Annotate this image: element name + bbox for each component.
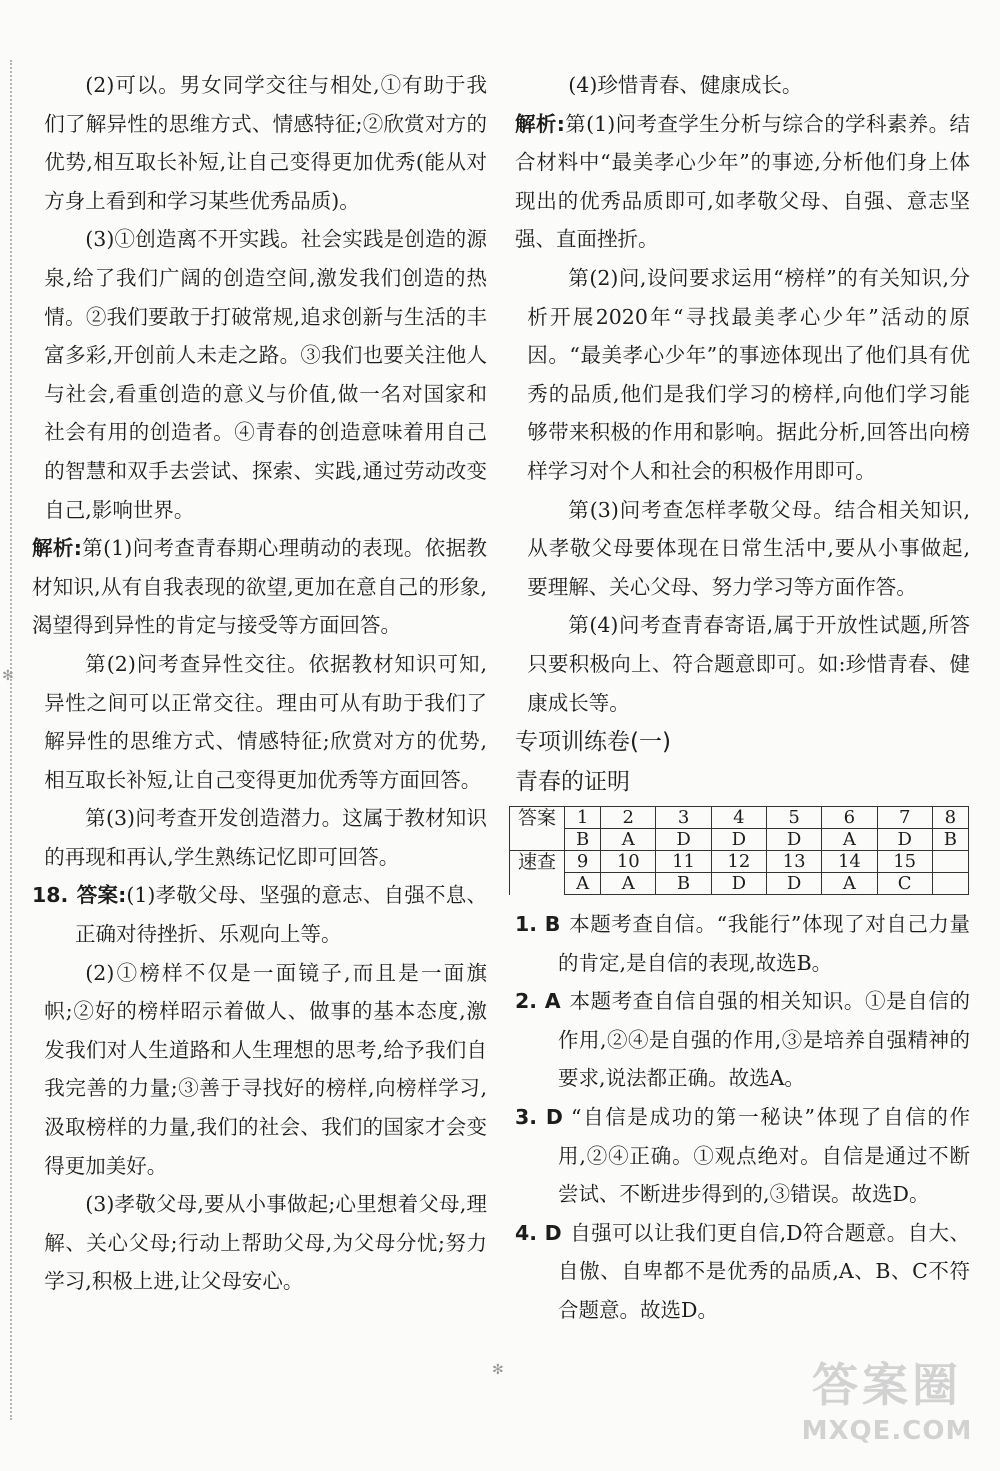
question-18-part-3: (3)孝敬父母,要从小事做起;心里想着父母,理解、关心父母;行动上帮助父母,为父母分忧;努力学习,积极上进,让父母安心。 (44, 1192, 487, 1294)
table-row (510, 873, 969, 895)
answer-explanation: “自信是成功的第一秘诀”体现了自信的作用,②④正确。①观点绝对。自信是通过不断尝试、不断进步得到的,③错误。故选D。 (558, 1105, 970, 1207)
right-column (515, 66, 970, 1330)
margin-ornament-icon: ✻ (2, 668, 14, 684)
table-cell: 15 (877, 851, 932, 873)
answer-explanation: 本题考查自信自强的相关知识。①是自信的作用,②④是自强的作用,③是培养自强精神的要求,说法都正确。故选A。 (558, 989, 970, 1091)
question-18-part-2: (2)①榜样不仅是一面镜子,而且是一面旗帜;②好的榜样昭示着做人、做事的基本态度,激发我们对人生道路和人生理想的思考,给予我们自我完善的力量;③善于寻找好的榜样,向榜样学习,汲取榜样的力量,我们的社会、我们的国家才会变得更加美好。 (44, 960, 487, 1178)
answer-item-2 (515, 982, 970, 1098)
table-cell: 14 (822, 851, 877, 873)
table-cell (932, 873, 968, 895)
analysis-text: 第(1)问考查学生分析与综合的学科素养。结合材料中“最美孝心少年”的事迹,分析他们身上体现出的优秀品质即可,如孝敬父母、自强、意志坚强、直面挫折。 (515, 111, 970, 252)
table-cell: 10 (601, 851, 656, 873)
answer-text: (1)孝敬父母、坚强的意志、自强不息、正确对待挫折、乐观向上等。 (75, 883, 487, 947)
table-cell: 5 (766, 807, 821, 829)
table-cell: A (601, 829, 656, 851)
left-column (32, 66, 487, 1301)
table-cell: D (766, 829, 821, 851)
table-cell: B (932, 829, 968, 851)
table-cell (932, 851, 968, 873)
section-title: 专项训练卷(一) (515, 729, 671, 756)
answer-number: 1. B (515, 912, 561, 937)
watermark-logo-text: 答案圈 (812, 1358, 962, 1412)
table-cell: D (711, 829, 766, 851)
table-cell: 11 (656, 851, 711, 873)
table-cell: 6 (822, 807, 877, 829)
section-subtitle: 青春的证明 (515, 769, 630, 796)
site-watermark (792, 1355, 982, 1465)
analysis-paragraph-3: 第(3)问考查开发创造潜力。这属于教材知识的再现和再认,学生熟练记忆即可回答。 (44, 806, 487, 869)
table-cell: 3 (656, 807, 711, 829)
table-label-spacer (510, 873, 565, 895)
table-cell: D (711, 873, 766, 895)
answer-number: 3. D (515, 1105, 563, 1130)
answer-part-2: (2)可以。男女同学交往与相处,①有助于我们了解异性的思维方式、情感特征;②欣赏对方的优势,相互取长补短,让自己变得更加优秀(能从对方身上看到和学习某些优秀品质)。 (44, 73, 487, 213)
table-cell: D (656, 829, 711, 851)
table-cell: D (766, 873, 821, 895)
analysis-label: 解析: (32, 536, 82, 561)
table-cell: 4 (711, 807, 766, 829)
table-cell: 2 (601, 807, 656, 829)
table-cell: 1 (565, 807, 601, 829)
table-row (510, 807, 969, 829)
table-cell: 13 (766, 851, 821, 873)
table-cell: A (601, 873, 656, 895)
answer-number: 4. D (515, 1220, 562, 1245)
answer-item-3 (515, 1098, 970, 1214)
analysis-label: 解析: (515, 111, 565, 136)
table-cell: B (656, 873, 711, 895)
table-label: 答案 (510, 807, 565, 829)
analysis-paragraph-1 (515, 105, 970, 259)
table-label: 速查 (510, 851, 565, 873)
column-ornament-icon: ✻ (492, 1362, 504, 1378)
answer-part-4: (4)珍惜青春、健康成长。 (568, 73, 803, 97)
table-cell: D (877, 829, 932, 851)
answer-item-4 (515, 1214, 970, 1330)
answer-explanation: 自强可以让我们更自信,D符合题意。自大、自傲、自卑都不是优秀的品质,A、B、C不符合题意。故选D。 (558, 1220, 970, 1323)
question-number: 18. (32, 883, 69, 908)
table-cell: 8 (932, 807, 968, 829)
table-label-spacer (510, 829, 565, 851)
table-row (510, 851, 969, 873)
answer-quick-check-table (509, 806, 969, 895)
table-cell: A (822, 873, 877, 895)
answer-explanation: 本题考查自信。“我能行”体现了对自己力量的肯定,是自信的表现,故选B。 (558, 912, 970, 975)
question-18-answer (32, 876, 487, 953)
table-cell: A (822, 829, 877, 851)
analysis-paragraph-3: 第(3)问考查怎样孝敬父母。结合相关知识,从孝敬父母要体现在日常生活中,要从小事做起,要理解、关心父母、努力学习等方面作答。 (527, 497, 970, 599)
table-row (510, 829, 969, 851)
table-cell: C (877, 873, 932, 895)
analysis-paragraph-4: 第(4)问考查青春寄语,属于开放性试题,所答只要积极向上、符合题意即可。如:珍惜青春、健康成长等。 (527, 613, 970, 715)
watermark-url: MXQE.COM (801, 1416, 973, 1446)
answer-item-1 (515, 905, 970, 982)
binding-margin-line (10, 60, 12, 1420)
table-cell: A (565, 873, 601, 895)
analysis-text: 第(1)问考查青春期心理萌动的表现。依据教材知识,从有自我表现的欲望,更加在意自己的形象,渴望得到异性的肯定与接受等方面回答。 (32, 536, 487, 638)
analysis-paragraph-2: 第(2)问考查异性交往。依据教材知识可知,异性之间可以正常交往。理由可从有助于我们了解异性的思维方式、情感特征;欣赏对方的优势,相互取长补短,让自己变得更加优秀等方面回答。 (44, 651, 487, 792)
table-cell: 12 (711, 851, 766, 873)
answer-part-3: (3)①创造离不开实践。社会实践是创造的源泉,给了我们广阔的创造空间,激发我们创造的热情。②我们要敢于打破常规,追求创新与生活的丰富多彩,开创前人未走之路。③我们也要关注他人与社会,看重创造的意义与价值,做一名对国家和社会有用的创造者。④青春的创造意味着用自己的智慧和双手去尝试、探索、实践,通过劳动改变自己,影响世界。 (44, 227, 487, 522)
analysis-paragraph-1 (32, 529, 487, 645)
table-cell: B (565, 829, 601, 851)
table-cell: 7 (877, 807, 932, 829)
answer-number: 2. A (515, 989, 561, 1014)
answer-label: 答案: (76, 883, 127, 908)
table-cell: 9 (565, 851, 601, 873)
analysis-paragraph-2: 第(2)问,设问要求运用“榜样”的有关知识,分析开展2020年“寻找最美孝心少年”活动的原因。“最美孝心少年”的事迹体现出了他们具有优秀的品质,他们是我们学习的榜样,向他们学习能够带来积极的作用和影响。据此分析,回答出向榜样学习对个人和社会的积极作用即可。 (527, 265, 970, 483)
